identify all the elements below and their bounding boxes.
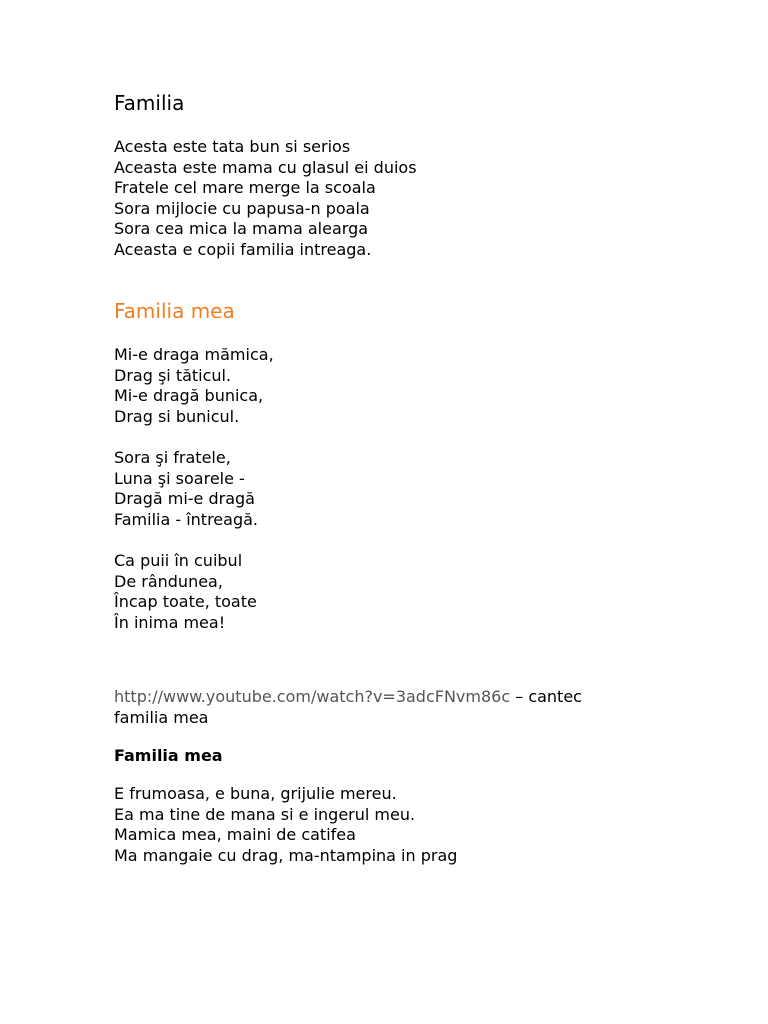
poem-line: Acesta este tata bun si serios xyxy=(114,137,351,156)
poem-line: Mi-e dragă bunica, xyxy=(114,386,264,406)
poem-familia-mea-title: Familia mea xyxy=(114,299,235,323)
poem-line: Dragă mi-e dragă xyxy=(114,489,255,509)
poem-line: De rândunea, xyxy=(114,571,223,591)
poem-line: Mamica mea, maini de catifea xyxy=(114,825,356,845)
poem-3-title: Familia mea xyxy=(114,746,223,765)
poem-line: Luna şi soarele - xyxy=(114,468,245,488)
poem-line: Sora mijlocie cu papusa-n poala xyxy=(114,198,370,218)
poem-line: Fratele cel mare merge la scoala xyxy=(114,178,376,198)
poem-line: În inima mea! xyxy=(114,612,226,632)
poem-stanza-1 xyxy=(114,345,274,427)
poem-line: Ca puii în cuibul xyxy=(114,551,243,570)
link-dash: – xyxy=(510,687,529,706)
poem-line: Sora cea mica la mama alearga xyxy=(114,219,369,239)
poem-line: Familia - întreagă. xyxy=(114,509,258,529)
poem-line: Aceasta este mama cu glasul ei duios xyxy=(114,157,417,177)
poem-stanza-3 xyxy=(114,551,257,633)
poem-3-body xyxy=(114,784,457,866)
poem-familia-body xyxy=(114,137,417,261)
poem-stanza-2 xyxy=(114,448,258,530)
poem-line: Încap toate, toate xyxy=(114,592,257,612)
poem-line: E frumoasa, e buna, grijulie mereu. xyxy=(114,784,397,803)
poem-line: Ea ma tine de mana si e ingerul meu. xyxy=(114,804,416,824)
poem-line: Mi-e draga mămica, xyxy=(114,345,274,364)
poem-line: Aceasta e copii familia intreaga. xyxy=(114,239,372,259)
poem-line: Drag si bunicul. xyxy=(114,406,240,426)
poem-line: Ma mangaie cu drag, ma-ntampina in prag xyxy=(114,845,458,865)
song-link-paragraph xyxy=(114,687,674,728)
youtube-link[interactable]: http://www.youtube.com/watch?v=3adcFNvm86c xyxy=(114,687,511,706)
poem-line: Drag şi tăticul. xyxy=(114,365,232,385)
poem-familia-title: Familia xyxy=(114,91,185,115)
song-description-continued: familia mea xyxy=(114,707,209,727)
song-description: cantec xyxy=(528,687,582,706)
poem-line: Sora şi fratele, xyxy=(114,448,231,467)
